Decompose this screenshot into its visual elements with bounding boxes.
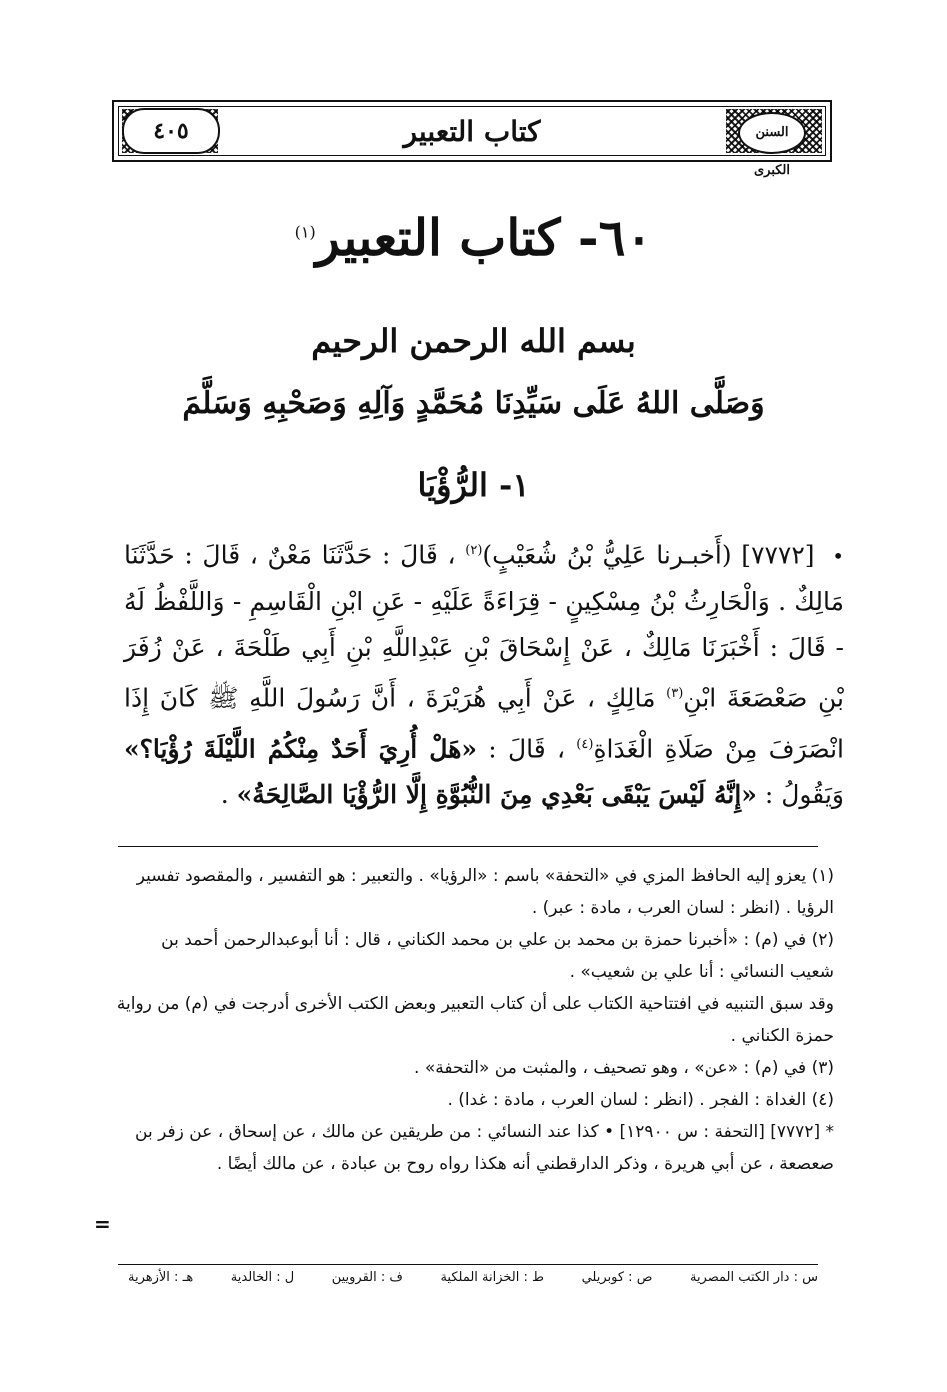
footnote-text: وقد سبق التنبيه في افتتاحية الكتاب على أن كتاب التعبير وبعض الكتب الأخرى أدرجت في (م) من رواية حمزة الكناني . [116,994,834,1046]
footnote-number: * [825,1122,834,1142]
footnote-separator [118,846,818,847]
hadith-end: . [220,779,229,809]
hadith-part-4: ، قَالَ : [488,733,566,763]
footnote-number: (٣) [811,1058,834,1078]
salutation: وَصَلَّى اللهُ عَلَى سَيِّدِنَا مُحَمَّدٍ وَآلِهِ وَصَحْبِهِ وَسَلَّمَ [182,386,765,421]
hadith-bullet: • [832,544,845,569]
hadith-text [124,528,844,818]
continuation-mark: = [94,1212,111,1236]
footnote-item [114,924,834,988]
footnote-number: (١) [811,866,834,886]
footnote-ref-4[interactable]: (٤) [576,736,594,752]
footnote-ref-1[interactable]: (١) [294,222,316,242]
page-number: ٤٠٥ [122,108,220,154]
chapter-title: ١- الرُّؤْيَا [417,466,530,504]
hadith-number: [٧٧٧٢] [741,540,815,570]
siglum: ل : الخالدية [230,1270,295,1285]
hadith-part-2: ، قَالَ : حَدَّثَنَا مَعْنٌ ، قَالَ : حَدَّثَنَا مَالِكٌ . وَالْحَارِثُ بْنُ مِسْكِينٍ - قِرَاءَةً عَلَيْهِ - عَنِ ابْنِ الْقَاسِمِ - وَاللَّفْظُ لَهُ - قَالَ : أَخْبَرَنَا مَالِكٌ ، عَنْ إِسْحَاقَ بْنِ عَبْدِاللَّهِ بْنِ أَبِي طَلْحَةَ ، عَنْ زُفَرَ بْنِ صَعْصَعَةَ ابْنِ [124,540,844,713]
running-header [112,100,832,178]
siglum: ف : القرويين [331,1270,403,1285]
footnote-text: في (م) : «أخبرنا حمزة بن محمد بن علي بن محمد الكناني ، قال : أنا أبوعبدالرحمن أحمد بن شعيب النسائي : أنا علي بن شعيب» . [161,930,834,982]
footnote-ref-2[interactable]: (٢) [465,543,483,558]
footnote-item [114,1084,834,1116]
running-title: كتاب التعبير [344,110,600,154]
footnote-item [114,988,834,1052]
footnote-text: [٧٧٧٢] [التحفة : س ١٢٩٠٠] • كذا عند النسائي : من طريقين عن مالك ، عن إسحاق ، عن زفر بن صعصعة ، عن أبي هريرة ، وذكر الدارقطني أنه هكذا رواه روح بن عبادة ، عن مالك أيضًا . [135,1122,834,1174]
footnotes [114,860,834,1180]
footnote-item [114,1052,834,1084]
siglum: ط : الخزانة الملكية [440,1270,545,1285]
publisher-logo: السنن الكبرى [738,112,806,154]
footnote-item [114,860,834,924]
hadith-part-1: (أَخبـرنا عَلِيُّ بْنُ شُعَيْبٍ) [482,540,732,570]
hadith-part-5: وَيَقُولُ : [764,779,844,809]
footnote-text: في (م) : «عن» ، وهو تصحيف ، والمثبت من «التحفة» . [414,1058,807,1078]
book-title-text: ٦٠- كتاب التعبير [315,208,653,267]
footnote-ref-3[interactable]: (٣) [666,686,684,702]
footnote-text: يعزو إليه الحافظ المزي في «التحفة» باسم : «الرؤيا» . والتعبير : هو التفسير ، والمقصود تفسير الرؤيا . (انظر : لسان العرب ، مادة : عبر) . [136,866,834,918]
basmala: بسم الله الرحمن الرحيم [311,322,636,360]
footnote-number: (٤) [811,1090,834,1110]
hadith-quote-1: «هَلْ أُرِيَ أَحَدٌ مِنْكُمُ اللَّيْلَةَ رُؤْيَا؟» [124,733,478,763]
footnote-item [114,1116,834,1180]
hadith-quote-2: «إِنَّهُ لَيْسَ يَبْقَى بَعْدِي مِنَ النُّبُوَّةِ إِلَّا الرُّؤْيَا الصَّالِحَةُ» [236,779,757,809]
siglum: ص : كوبريلي [581,1270,653,1285]
bottom-separator [118,1264,818,1265]
manuscript-sigla [128,1270,818,1285]
siglum: هـ : الأزهرية [128,1270,194,1285]
book-title [0,208,947,267]
siglum: س : دار الكتب المصرية [689,1270,818,1285]
hadith-part-3: مَالِكٍ ، عَنْ أَبِي هُرَيْرَةَ ، أَنَّ رَسُولَ اللَّهِ ﷺ كَانَ إِذَا انْصَرَفَ مِنْ صَلَاةِ الْغَدَاةِ [124,683,844,763]
footnote-text: الغداة : الفجر . (انظر : لسان العرب ، مادة : غدا) . [447,1090,807,1110]
footnote-number: (٢) [811,930,834,950]
